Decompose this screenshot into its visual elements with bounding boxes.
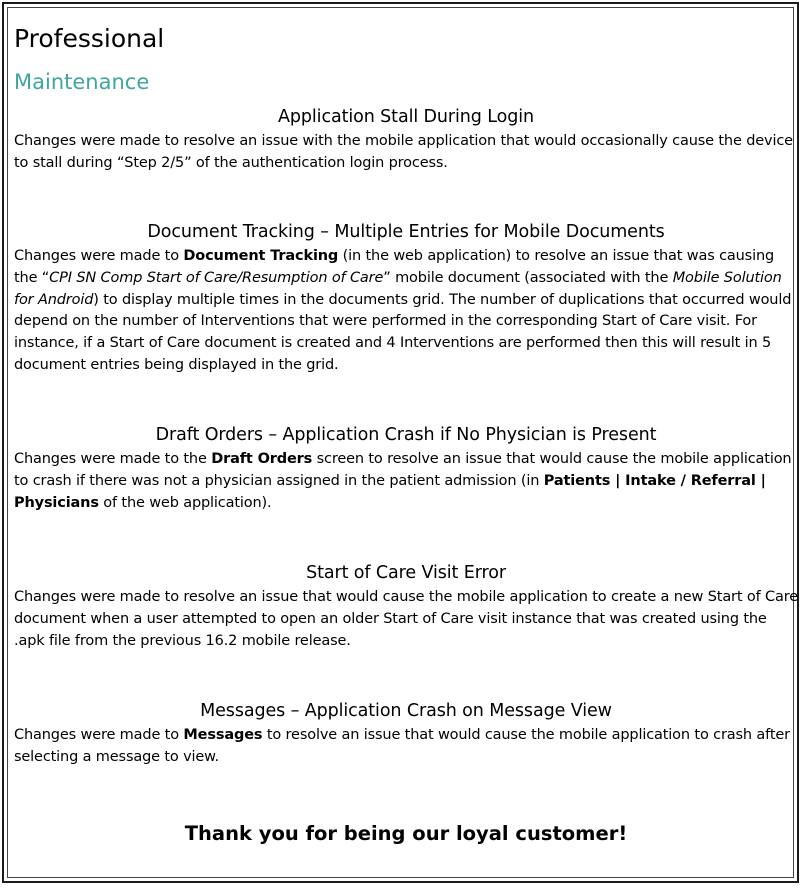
issue-heading: Application Stall During Login [278,107,534,127]
section-category: Maintenance [14,70,150,94]
issue-heading: Start of Care Visit Error [306,563,506,583]
ui-path: Patients | Intake / Referral | Physicians [14,472,766,511]
issue-heading: Document Tracking – Multiple Entries for Mobile Documents [147,222,665,242]
ui-term: Messages [183,727,263,743]
issue-messages [14,700,798,769]
issue-draft-orders [14,424,798,514]
issue-description: Changes were made to Messages to resolve an issue that would cause the mobile application to crash after selecting a message to view. [14,727,790,765]
issue-login-stall [14,106,798,175]
issue-document-tracking [14,221,798,377]
issue-description: Changes were made to resolve an issue with the mobile application that would occasionally cause the device to stall during “Step 2/5” of the authentication login process. [14,133,793,171]
issue-start-of-care [14,562,798,652]
issue-heading: Draft Orders – Application Crash if No Physician is Present [155,425,657,445]
closing-message: Thank you for being our loyal customer! [184,822,628,845]
document-name: CPI SN Comp Start of Care/Resumption of Care [49,269,384,286]
issue-description: Changes were made to resolve an issue that would cause the mobile application to create a new Start of Care document when a user attempted to open an older Start of Care visit instance that was created using the .apk file from the previous 16.2 mobile release. [14,589,798,649]
ui-term: Draft Orders [211,451,313,467]
issue-description: Changes were made to the Draft Orders screen to resolve an issue that would cause the mobile application to crash if there was not a physician assigned in the patient admission (in Patients | Intake / Referral | Physicians of the web application). [14,451,792,511]
ui-term: Document Tracking [183,248,339,264]
product-name: Mobile Solution for Android [14,269,782,308]
page-title: Professional [14,24,165,53]
issue-heading: Messages – Application Crash on Message View [200,701,612,721]
issue-description: Changes were made to Document Tracking (in the web application) to resolve an issue that was causing the “CPI SN Comp Start of Care/Resumption of Care” mobile document (associated with the Mobile Solution for Android) to display multiple times in the documents grid. The number of duplications that occurred would depend on the number of Interventions that were performed in the corresponding Start of Care visit. For instance, if a Start of Care document is created and 4 Interventions are performed then this will result in 5 document entries being displayed in the grid. [14,248,792,373]
